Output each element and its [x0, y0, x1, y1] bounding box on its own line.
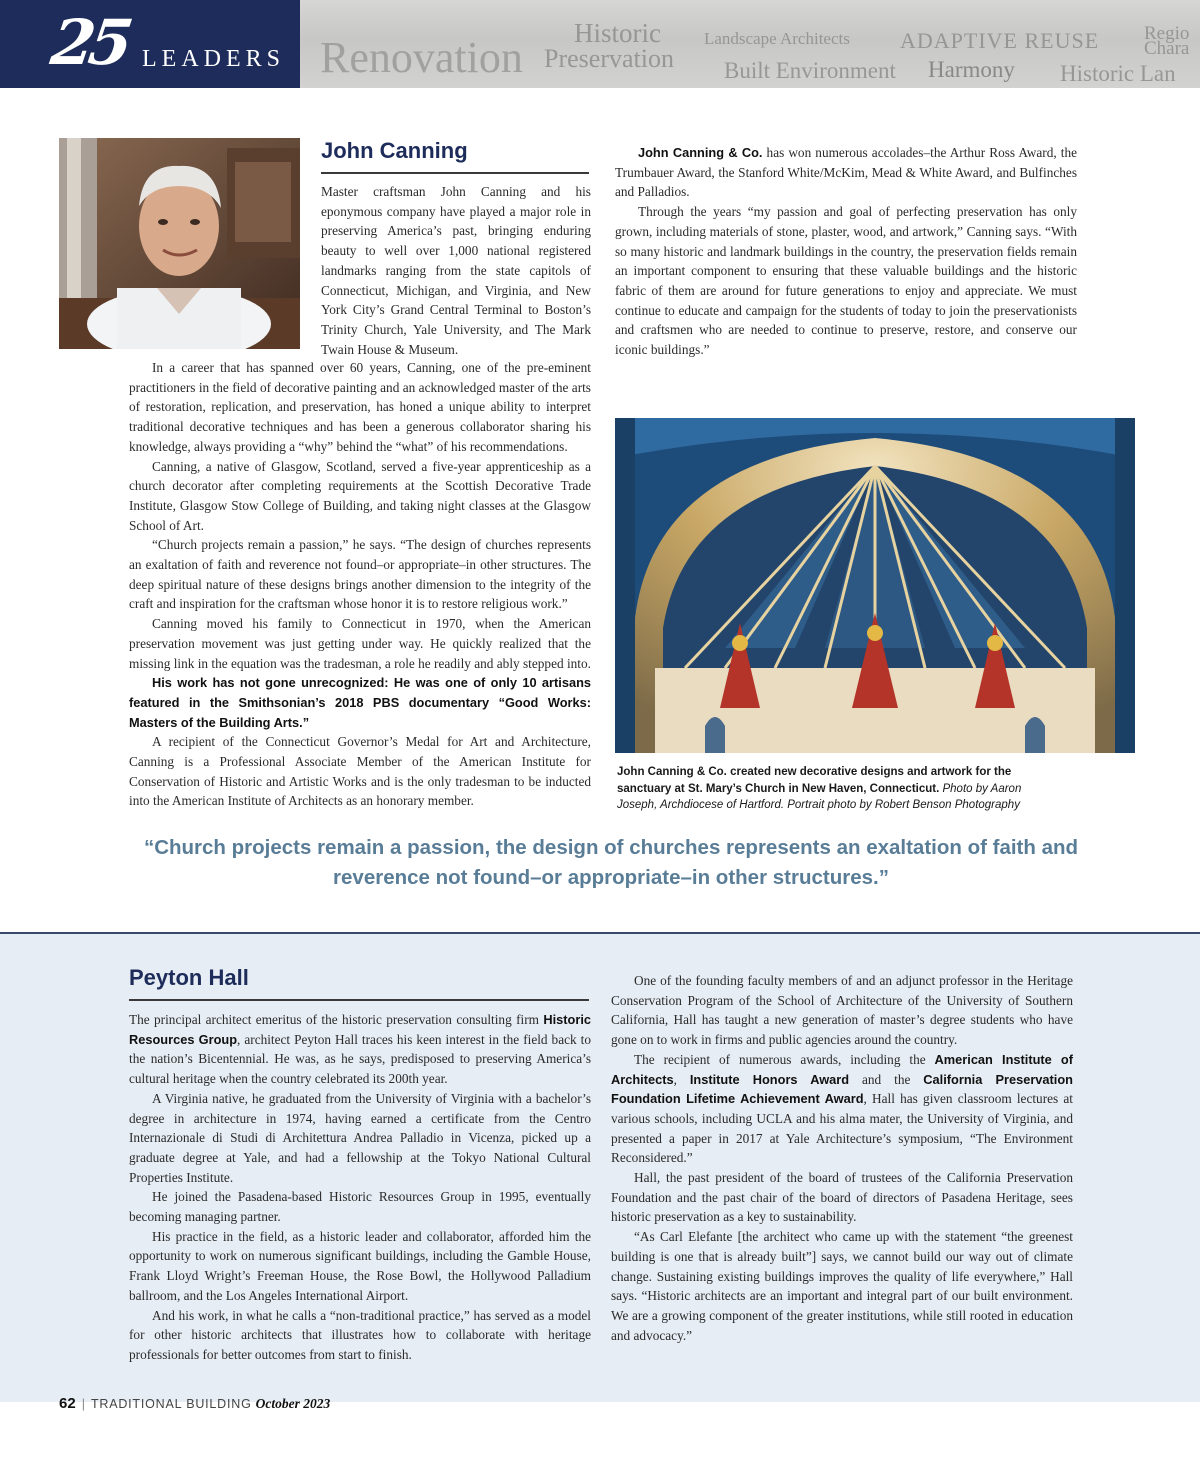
- award-name: American Institute of Architects: [611, 1051, 1073, 1087]
- highlight-paragraph: His work has not gone unrecognized: He was one of only 10 artisans featured in the Smithsonian’s 2018 PBS documentary “Good Works: Masters of the Building Arts.”: [129, 675, 591, 730]
- caption-main: John Canning & Co. created new decorative designs and artwork for the sanctuary at St. Mary’s Church in New Haven, Connecticut.: [617, 766, 1012, 795]
- paragraph: Through the years “my passion and goal of perfecting preservation has only grown, including materials of stone, plaster, wood, and artwork,” Canning says. “With so many historic and landmark buildings in the country, the preservation fields remain an important component to ensuring that these valuable buildings and the historic fabric of them are around for future generations to enjoy and appreciate. We must continue to educate and campaign for the students of today to join the preservationists and craftsmen who are needed to continue to preserve, restore, and conserve our iconic buildings.”: [615, 204, 1077, 358]
- company-name: John Canning & Co.: [638, 145, 763, 160]
- paragraph-text: , Hall has given classroom lectures at various schools, including UCLA and his alma mater, the University of Virginia, and presented a paper in 2017 at Yale Architecture’s symposium, “The Environment Reconsidered.”: [611, 1091, 1073, 1166]
- texture-word: ADAPTIVE REUSE: [900, 28, 1100, 53]
- magazine-name: TRADITIONAL BUILDING: [90, 1397, 252, 1411]
- texture-word: Renovation: [320, 33, 523, 82]
- canning-main-column: [129, 358, 591, 811]
- title-rule: [129, 999, 589, 1001]
- texture-word: Historic: [574, 18, 661, 48]
- canning-section-title: John Canning: [321, 138, 468, 163]
- paragraph: Canning, a native of Glasgow, Scotland, served a five-year apprenticeship as a church decorator after completing requirements at the Scottish Decorative Trade Institute, Glasgow Stow College of Building, and taking night classes at the Glasgow School of Art.: [129, 458, 591, 533]
- photo-caption: [617, 764, 1047, 814]
- paragraph: “Church projects remain a passion,” he says. “The design of churches represents an exaltation of faith and reverence not found–or appropriate–in other structures. The deep spiritual nature of these designs brings another dimension to the integrity of the craft and inspiration for the craftsman whose honor it is to restore religious work.”: [129, 537, 591, 612]
- header-label: LEADERS: [142, 46, 285, 72]
- paragraph-text: and the: [849, 1071, 924, 1087]
- hall-left-column: [129, 1010, 591, 1365]
- hall-right-column: [611, 971, 1073, 1345]
- paragraph: His practice in the field, as a historic leader and collaborator, afforded him the opportunity to work on numerous significant buildings, including the Gamble House, Frank Lloyd Wright’s Freeman House, the Rose Bowl, the Hollywood Palladium ballroom, and the Los Angeles International Airport.: [129, 1228, 591, 1303]
- paragraph: “As Carl Elefante [the architect who came up with the statement “the greenest building is one that is already built”] says, we cannot build our way out of climate change. Sustaining existing buildings improves the quality of life everywhere,” Hall says. “Historic architects are an important and integral part of our built environment. We are a growing component of the greater institutions, while still rooted in education and advocacy.”: [611, 1229, 1073, 1343]
- paragraph: He joined the Pasadena-based Historic Resources Group in 1995, eventually becoming managing partner.: [129, 1189, 591, 1225]
- paragraph: Master craftsman John Canning and his eponymous company have played a major role in preserving America’s past, bringing enduring beauty to well over 1,000 national registered landmarks ranging from the state capitols of Connecticut, Michigan, and Virginia, and New York City’s Grand Central Terminal to Boston’s Trinity Church, Yale University, and The Mark Twain House & Museum.: [321, 184, 591, 357]
- paragraph: One of the founding faculty members of and an adjunct professor in the Heritage Conservation Program of the School of Architecture of the University of Southern California, Hall has taught a new generation of master’s degree students who have gone on to work in firms and public agencies around the country.: [611, 973, 1073, 1048]
- paragraph-text: has won numerous accolades–the Arthur Ross Award, the Trumbauer Award, the Stanford White/McKim, Mead & White Award, and Bulfinches and Palladios.: [615, 145, 1077, 200]
- texture-word: Preservation: [544, 44, 674, 73]
- title-rule: [321, 172, 589, 174]
- pull-quote: “Church projects remain a passion, the design of churches represents an exaltation of faith and reverence not found–or appropriate–in other structures.”: [143, 836, 1079, 889]
- texture-word: Harmony: [928, 57, 1015, 82]
- paragraph: A Virginia native, he graduated from the University of Virginia with a bachelor’s degree in architecture in 1974, having earned a certificate from the Centro Internazionale di Studi di Architettura Andrea Palladio in Vicenza, picked up a graduate degree at Yale, and had a fellowship at the Tokyo National Cultural Properties Institute.: [129, 1090, 591, 1185]
- firm-name: Historic Resources Group: [129, 1012, 591, 1047]
- canning-intro-text: [321, 182, 591, 359]
- paragraph: Canning moved his family to Connecticut in 1970, when the American preservation movement was just getting under way. He quickly realized that the missing link in the equation was the tradesman, a role he readily and ably stepped into.: [129, 616, 591, 671]
- header-word-texture: [300, 0, 1200, 88]
- paragraph-text: , architect Peyton Hall traces his keen interest in the field back to the nation’s Bicentennial. He was, as he says, predisposed to preserving America’s cultural heritage when the country celebrated its 200th year.: [129, 1031, 591, 1087]
- award-name: California Preservation Foundation Lifetime Achievement Award: [611, 1071, 1073, 1107]
- paragraph-text: ,: [673, 1071, 690, 1087]
- paragraph-text: The principal architect emeritus of the historic preservation consulting firm: [129, 1012, 544, 1027]
- header-brand-block: [0, 0, 300, 88]
- hall-section-title: Peyton Hall: [129, 965, 249, 990]
- church-ceiling-photo: [615, 418, 1135, 753]
- page-number: 62: [59, 1395, 76, 1412]
- paragraph-text: The recipient of numerous awards, including the: [634, 1051, 935, 1067]
- page-header: [0, 0, 1200, 88]
- footer-separator: |: [81, 1397, 85, 1411]
- issue-date: October 2023: [255, 1396, 331, 1411]
- texture-word: Chara: [1144, 38, 1190, 59]
- canning-right-column: [615, 143, 1077, 360]
- paragraph: And his work, in what he calls a “non-traditional practice,” has served as a model for other historic architects that illustrates how to collaborate with heritage professionals for better outcomes from start to finish.: [129, 1307, 591, 1362]
- caption-credit: Photo by Aaron Joseph, Archdiocese of Hartford. Portrait photo by Robert Benson Photography: [617, 782, 1022, 811]
- header-number: 25: [46, 6, 132, 79]
- page-footer: [59, 1395, 330, 1412]
- texture-word: Historic Lan: [1060, 61, 1176, 86]
- texture-word: Landscape Architects: [704, 29, 850, 48]
- paragraph: Hall, the past president of the board of trustees of the California Preservation Foundation and the past chair of the board of directors of Pasadena Heritage, sees historic preservation as a key to sustainability.: [611, 1170, 1073, 1225]
- paragraph: In a career that has spanned over 60 years, Canning, one of the pre-eminent practitioners in the field of decorative painting and an acknowledged master of the arts of restoration, replication, and preservation, has honed a unique ability to interpret traditional decorative techniques and has been a generous collaborator sharing his knowledge, always providing a “why” behind the “what” of his recommendations.: [129, 360, 591, 454]
- canning-portrait-photo: [59, 138, 300, 349]
- texture-word: Built Environment: [724, 58, 896, 83]
- paragraph: A recipient of the Connecticut Governor’s Medal for Art and Architecture, Canning is a Professional Associate Member of the American Institute for Conservation of Historic and Artistic Works and is the only tradesman to be inducted into the American Institute of Architects as an honorary member.: [129, 734, 591, 809]
- texture-word: Regio: [1144, 23, 1190, 44]
- award-name: Institute Honors Award: [689, 1071, 850, 1087]
